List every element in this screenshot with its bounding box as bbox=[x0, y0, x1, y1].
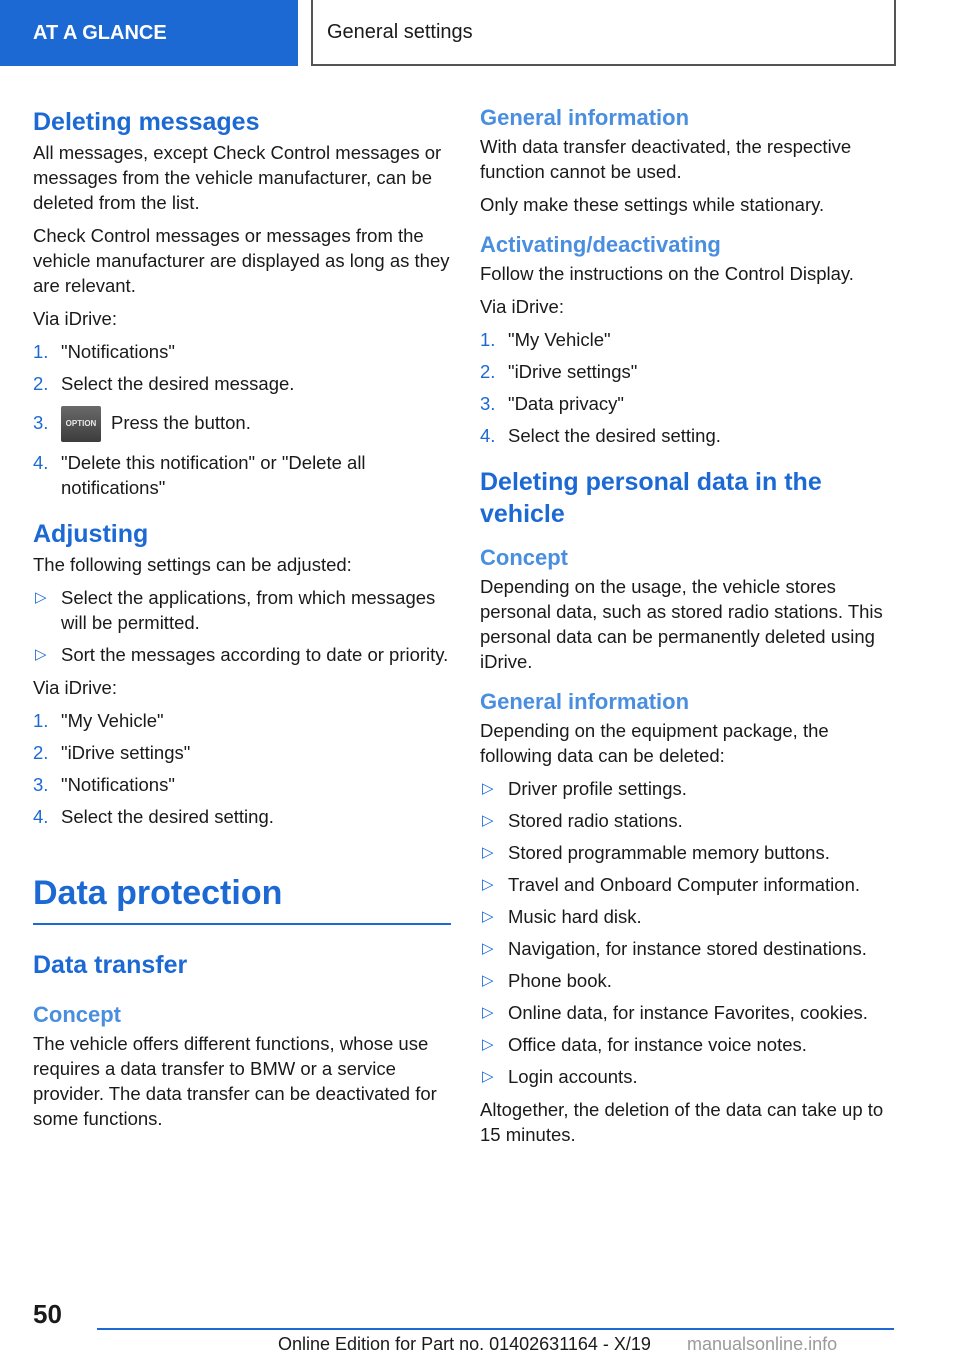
paragraph: Altogether, the deletion of the data can take up to 15 minutes. bbox=[480, 1099, 884, 1145]
paragraph: The vehicle offers different functions, whose use requires a data transfer to BMW or a service provider. The data transfer can be deactivated for some functions. bbox=[33, 1033, 437, 1129]
steps-list bbox=[33, 339, 451, 500]
left-column bbox=[33, 100, 451, 1139]
bullet-text: Navigation, for instance stored destinations. bbox=[508, 938, 867, 959]
list-item bbox=[33, 708, 451, 733]
via-idrive-label: Via iDrive: bbox=[33, 308, 117, 329]
bullet-text: Office data, for instance voice notes. bbox=[508, 1034, 807, 1055]
bullet-text: Music hard disk. bbox=[508, 906, 642, 927]
bullet-text: Online data, for instance Favorites, cookies. bbox=[508, 1002, 868, 1023]
step-text: "Notifications" bbox=[61, 774, 175, 795]
step-text: "iDrive settings" bbox=[508, 361, 638, 382]
chapter-label: AT A GLANCE bbox=[33, 21, 167, 44]
via-idrive-label: Via iDrive: bbox=[33, 677, 117, 698]
list-item bbox=[480, 872, 900, 897]
section-label: General settings bbox=[327, 20, 473, 43]
triangle-right-icon: ▷ bbox=[482, 1004, 494, 1021]
triangle-right-icon: ▷ bbox=[482, 1068, 494, 1085]
edition-note: Online Edition for Part no. 01402631164 - X/19 bbox=[278, 1334, 651, 1354]
step-number: 4. bbox=[33, 806, 49, 827]
step-number: 3. bbox=[33, 412, 49, 433]
paragraph: With data transfer deactivated, the respective function cannot be used. bbox=[480, 136, 852, 182]
heading-data-protection: Data protection bbox=[33, 873, 451, 925]
list-item bbox=[480, 1032, 900, 1057]
heading-data-transfer: Data transfer bbox=[33, 951, 188, 979]
bullet-text: Stored radio stations. bbox=[508, 810, 683, 831]
heading-deleting-messages: Deleting messages bbox=[33, 108, 260, 136]
heading-general-information: General information bbox=[480, 105, 690, 130]
step-number: 4. bbox=[33, 452, 49, 473]
list-item bbox=[480, 1000, 900, 1025]
list-item bbox=[480, 776, 900, 801]
heading-deleting-personal-data: Deleting personal data in the vehicle bbox=[480, 468, 822, 528]
option-button-icon: OPTION bbox=[61, 406, 101, 442]
step-number: 2. bbox=[33, 742, 49, 763]
triangle-right-icon: ▷ bbox=[482, 940, 494, 957]
step-text: Select the desired setting. bbox=[61, 806, 274, 827]
heading-general-information: General information bbox=[480, 689, 690, 714]
step-number: 1. bbox=[33, 710, 49, 731]
paragraph: Only make these settings while stationary. bbox=[480, 194, 825, 215]
triangle-right-icon: ▷ bbox=[482, 844, 494, 861]
steps-list bbox=[480, 327, 900, 448]
bullet-text: Login accounts. bbox=[508, 1066, 638, 1087]
right-column bbox=[480, 100, 900, 1155]
list-item bbox=[33, 585, 451, 635]
step-number: 2. bbox=[33, 373, 49, 394]
step-number: 3. bbox=[480, 393, 496, 414]
list-item bbox=[33, 642, 451, 667]
list-item bbox=[480, 904, 900, 929]
list-item bbox=[480, 391, 900, 416]
list-item bbox=[480, 808, 900, 833]
step-text: Press the button. bbox=[111, 412, 251, 433]
paragraph: Depending on the equipment package, the following data can be deleted: bbox=[480, 720, 829, 766]
step-text: "Delete this notification" or "Delete all notifications" bbox=[61, 452, 366, 498]
step-text: Select the desired setting. bbox=[508, 425, 721, 446]
bullet-text: Stored programmable memory buttons. bbox=[508, 842, 830, 863]
heading-activating-deactivating: Activating/deactivating bbox=[480, 232, 721, 257]
step-text: "My Vehicle" bbox=[508, 329, 611, 350]
triangle-right-icon: ▷ bbox=[482, 780, 494, 797]
list-item bbox=[480, 327, 900, 352]
list-item bbox=[480, 359, 900, 384]
bullet-text: Sort the messages according to date or priority. bbox=[61, 644, 449, 665]
step-number: 2. bbox=[480, 361, 496, 382]
bullet-list bbox=[33, 585, 451, 667]
steps-list bbox=[33, 708, 451, 829]
triangle-right-icon: ▷ bbox=[35, 646, 47, 663]
list-item bbox=[33, 772, 451, 797]
via-idrive-label: Via iDrive: bbox=[480, 296, 564, 317]
chapter-tab bbox=[0, 0, 298, 66]
triangle-right-icon: ▷ bbox=[35, 589, 47, 606]
paragraph: All messages, except Check Control messages or messages from the vehicle manufacturer, can be deleted from the list. bbox=[33, 142, 442, 213]
bullet-text: Driver profile settings. bbox=[508, 778, 687, 799]
paragraph: Check Control messages or messages from the vehicle manufacturer are displayed as long as they are relevant. bbox=[33, 225, 450, 296]
section-header bbox=[311, 0, 896, 66]
list-item bbox=[33, 403, 451, 443]
bullet-text: Travel and Onboard Computer information. bbox=[508, 874, 861, 895]
list-item bbox=[33, 371, 451, 396]
step-text: "iDrive settings" bbox=[61, 742, 191, 763]
step-number: 3. bbox=[33, 774, 49, 795]
footer-divider bbox=[97, 1328, 894, 1330]
page-number: 50 bbox=[33, 1299, 62, 1329]
heading-concept: Concept bbox=[33, 1002, 121, 1027]
bullet-list bbox=[480, 776, 900, 1089]
step-number: 4. bbox=[480, 425, 496, 446]
step-text: "My Vehicle" bbox=[61, 710, 164, 731]
list-item bbox=[480, 423, 900, 448]
bullet-text: Select the applications, from which messages will be permitted. bbox=[61, 587, 436, 633]
bullet-text: Phone book. bbox=[508, 970, 612, 991]
watermark: manualsonline.info bbox=[687, 1334, 838, 1354]
triangle-right-icon: ▷ bbox=[482, 972, 494, 989]
list-item bbox=[480, 968, 900, 993]
heading-concept: Concept bbox=[480, 545, 568, 570]
list-item bbox=[33, 450, 451, 500]
paragraph: Follow the instructions on the Control Display. bbox=[480, 263, 854, 284]
list-item bbox=[480, 936, 900, 961]
list-item bbox=[33, 804, 451, 829]
triangle-right-icon: ▷ bbox=[482, 908, 494, 925]
list-item bbox=[480, 1064, 900, 1089]
heading-adjusting: Adjusting bbox=[33, 520, 149, 548]
triangle-right-icon: ▷ bbox=[482, 876, 494, 893]
paragraph: Depending on the usage, the vehicle stores personal data, such as stored radio stations. This personal data can be permanently deleted using iDrive. bbox=[480, 576, 883, 672]
step-text: "Notifications" bbox=[61, 341, 175, 362]
list-item bbox=[33, 339, 451, 364]
triangle-right-icon: ▷ bbox=[482, 1036, 494, 1053]
triangle-right-icon: ▷ bbox=[482, 812, 494, 829]
step-number: 1. bbox=[33, 341, 49, 362]
list-item bbox=[33, 740, 451, 765]
step-text: Select the desired message. bbox=[61, 373, 295, 394]
paragraph: The following settings can be adjusted: bbox=[33, 554, 352, 575]
step-number: 1. bbox=[480, 329, 496, 350]
list-item bbox=[480, 840, 900, 865]
step-text: "Data privacy" bbox=[508, 393, 624, 414]
